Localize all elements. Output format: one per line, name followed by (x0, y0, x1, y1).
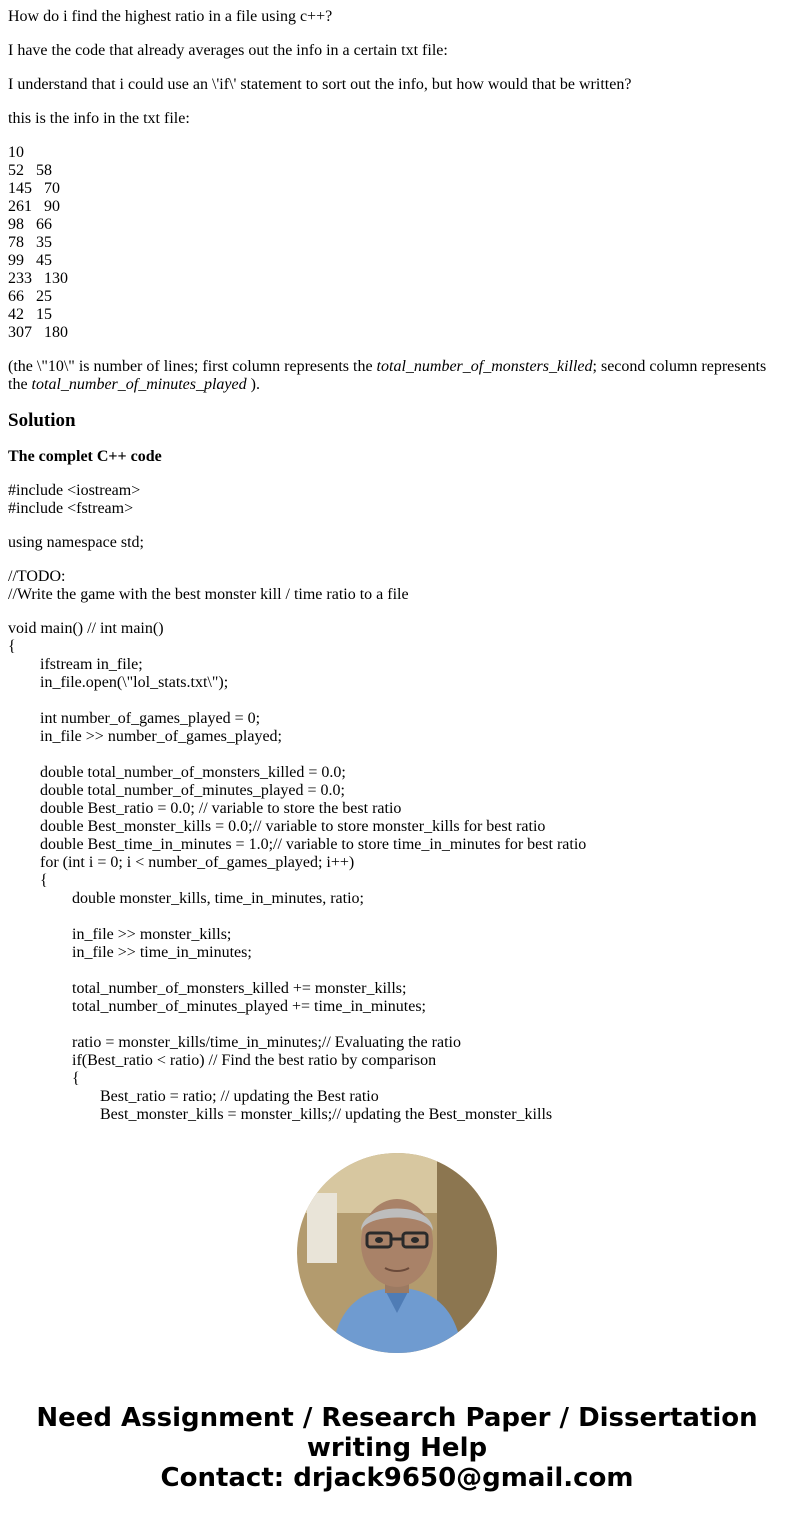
code-line: total_number_of_minutes_played += time_in_minutes; (72, 998, 426, 1015)
data-line: 233 130 (8, 270, 68, 287)
note-text-2: ; second column represents the (8, 358, 767, 393)
code-line: total_number_of_monsters_killed += monster_kills; (72, 980, 407, 997)
solution-subheading: The complet C++ code (8, 448, 162, 465)
footer-banner (0, 1403, 794, 1493)
note-emphasis-2: total_number_of_minutes_played (31, 376, 247, 393)
code-line: if(Best_ratio < ratio) // Find the best ratio by comparison (72, 1052, 437, 1069)
code-line: double total_number_of_minutes_played = 0.0; (40, 782, 345, 799)
code-line (8, 962, 786, 980)
question-paragraph-1: I have the code that already averages out the info in a certain txt file: (8, 42, 448, 59)
code-line: double Best_monster_kills = 0.0;// variable to store monster_kills for best ratio (40, 818, 546, 835)
code-line: in_file >> time_in_minutes; (72, 944, 252, 961)
code-line: //TODO: (8, 568, 66, 585)
code-line: Best_ratio = ratio; // updating the Best ratio (100, 1088, 379, 1105)
footer-contact: Contact: drjack9650@gmail.com (160, 1463, 634, 1493)
code-includes (8, 482, 786, 518)
data-line: 98 66 (8, 216, 52, 233)
data-lines (8, 144, 786, 342)
code-line: double Best_ratio = 0.0; // variable to store the best ratio (40, 800, 402, 817)
code-line: void main() // int main() (8, 620, 164, 637)
code-line: { (72, 1070, 80, 1087)
data-line: 307 180 (8, 324, 68, 341)
question-note (8, 358, 786, 394)
code-line (8, 1016, 786, 1034)
code-line: double monster_kills, time_in_minutes, ratio; (72, 890, 364, 907)
note-text-1: (the \"10\" is number of lines; first column represents the (8, 358, 377, 375)
data-line: 78 35 (8, 234, 52, 251)
code-line: #include <fstream> (8, 500, 134, 517)
note-text-3: ). (246, 376, 260, 393)
code-line: int number_of_games_played = 0; (40, 710, 261, 727)
code-line (8, 692, 786, 710)
code-line (8, 908, 786, 926)
code-line: #include <iostream> (8, 482, 141, 499)
code-todo (8, 568, 786, 604)
code-line: in_file >> monster_kills; (72, 926, 232, 943)
code-line: { (40, 872, 48, 889)
code-main (8, 620, 786, 1124)
footer-line-2: writing Help (306, 1433, 488, 1463)
code-line: { (8, 638, 16, 655)
code-line (8, 746, 786, 764)
code-line: for (int i = 0; i < number_of_games_played; i++) (40, 854, 355, 871)
footer-line-1: Need Assignment / Research Paper / Dissertation (36, 1403, 758, 1433)
code-line: ratio = monster_kills/time_in_minutes;// Evaluating the ratio (72, 1034, 461, 1051)
code-line: Best_monster_kills = monster_kills;// updating the Best_monster_kills (100, 1106, 553, 1123)
code-line: //Write the game with the best monster kill / time ratio to a file (8, 586, 409, 603)
code-line: in_file >> number_of_games_played; (40, 728, 282, 745)
code-line: ifstream in_file; (40, 656, 143, 673)
data-line: 99 45 (8, 252, 52, 269)
note-emphasis-1: total_number_of_monsters_killed (376, 358, 593, 375)
question-paragraph-2: I understand that i could use an \'if\' statement to sort out the info, but how would that be written? (8, 76, 632, 93)
document-body (8, 0, 786, 1140)
question-title: How do i find the highest ratio in a file using c++? (8, 8, 333, 25)
author-avatar (297, 1153, 497, 1353)
code-line: in_file.open(\"lol_stats.txt\"); (40, 674, 229, 691)
data-line: 10 (8, 144, 24, 161)
code-using (8, 534, 786, 552)
solution-heading: Solution (8, 410, 76, 431)
code-line: double total_number_of_monsters_killed = 0.0; (40, 764, 346, 781)
data-line: 145 70 (8, 180, 60, 197)
data-line: 261 90 (8, 198, 60, 215)
code-line: double Best_time_in_minutes = 1.0;// variable to store time_in_minutes for best ratio (40, 836, 587, 853)
data-line: 66 25 (8, 288, 52, 305)
data-line: 42 15 (8, 306, 52, 323)
author-photo-icon (297, 1153, 497, 1353)
data-line: 52 58 (8, 162, 52, 179)
code-line: using namespace std; (8, 534, 144, 551)
question-paragraph-3: this is the info in the txt file: (8, 110, 190, 127)
